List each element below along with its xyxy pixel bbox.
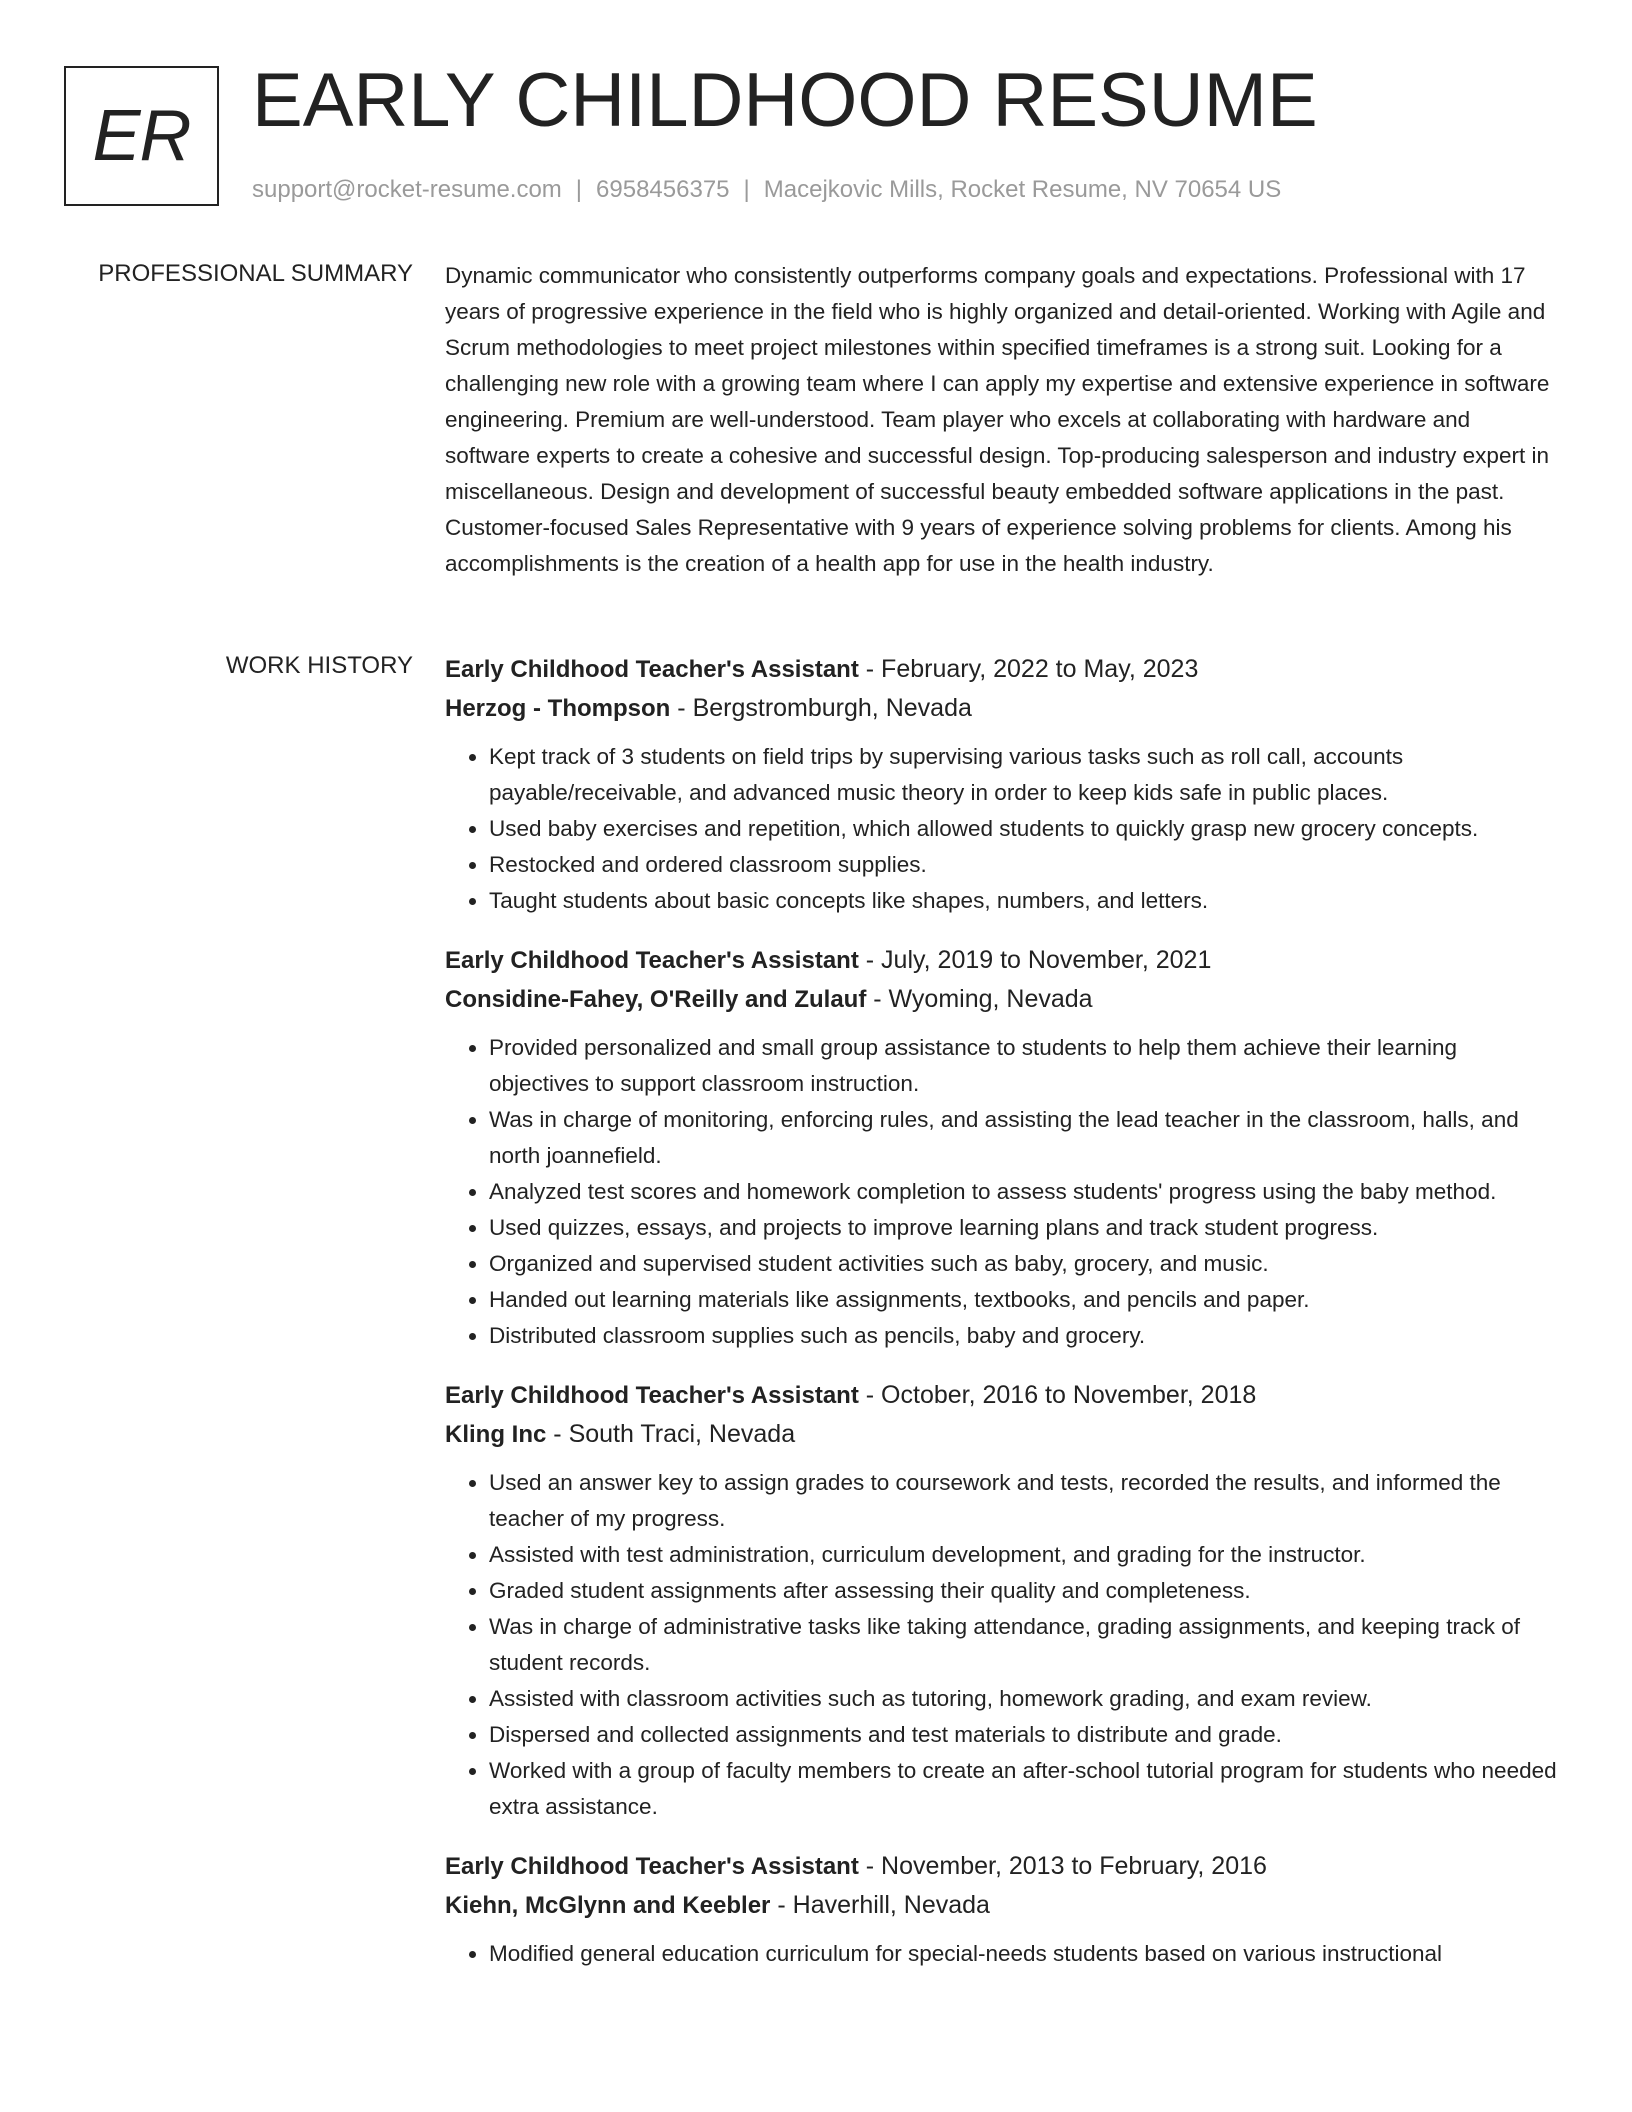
job-bullet-item: • Kept track of 3 students on field trips by supervising various tasks such as roll call, accounts payable/receivable, and advanced music theory in order to keep kids safe in public places. [489,739,1560,811]
contact-email: support@rocket-resume.com [252,176,562,203]
job-bullet-item: • Graded student assignments after assessing their quality and completeness. [489,1573,1560,1609]
work-section-label: WORK HISTORY [225,652,413,679]
job-dates: November, 2013 to February, 2016 [881,1852,1267,1880]
contact-separator: | [575,176,583,203]
job-dates: February, 2022 to May, 2023 [881,655,1199,683]
job-bullet-list [445,1465,1560,1825]
job-dash: - [865,946,875,974]
job-title: Early Childhood Teacher's Assistant [445,947,859,974]
job-company-line [445,689,1560,728]
job-bullet-item: • Distributed classroom supplies such as pencils, baby and grocery. [489,1318,1560,1354]
job-dash: - [777,1891,786,1919]
job-title: Early Childhood Teacher's Assistant [445,1853,859,1880]
job-dash: - [677,694,686,722]
job-title: Early Childhood Teacher's Assistant [445,1382,859,1409]
job-entry [445,941,1560,1354]
job-bullet-item: • Organized and supervised student activities such as baby, grocery, and music. [489,1246,1560,1282]
job-title-line [445,650,1560,689]
job-entry [445,650,1560,919]
job-title-line [445,1376,1560,1415]
job-bullet-item: • Was in charge of monitoring, enforcing rules, and assisting the lead teacher in the classroom, halls, and north joannefield. [489,1102,1560,1174]
job-bullet-item: • Handed out learning materials like assignments, textbooks, and pencils and paper. [489,1282,1560,1318]
contact-address: Macejkovic Mills, Rocket Resume, NV 70654 US [763,176,1282,203]
job-dash: - [865,1852,875,1880]
job-entry [445,1376,1560,1825]
job-location: Bergstromburgh, Nevada [692,694,972,722]
summary-section-label: PROFESSIONAL SUMMARY [98,260,413,287]
job-bullet-item: • Worked with a group of faculty members to create an after-school tutorial program for students who needed extra assistance. [489,1753,1560,1825]
contact-line [252,174,1281,206]
job-bullet-item: • Used baby exercises and repetition, which allowed students to quickly grasp new grocery concepts. [489,811,1560,847]
job-company-line [445,1415,1560,1454]
job-dash: - [873,985,882,1013]
job-bullet-item: • Taught students about basic concepts like shapes, numbers, and letters. [489,883,1560,919]
job-bullet-item: • Provided personalized and small group assistance to students to help them achieve their learning objectives to support classroom instruction. [489,1030,1560,1102]
job-bullet-item: • Used an answer key to assign grades to coursework and tests, recorded the results, and informed the teacher of my progress. [489,1465,1560,1537]
job-company: Kiehn, McGlynn and Keebler [445,1892,771,1919]
job-title-line [445,941,1560,980]
job-dates: October, 2016 to November, 2018 [881,1381,1257,1409]
job-dash: - [553,1420,562,1448]
job-company-line [445,980,1560,1019]
job-bullet-item: • Assisted with test administration, curriculum development, and grading for the instructor. [489,1537,1560,1573]
job-bullet-item: • Was in charge of administrative tasks like taking attendance, grading assignments, and keeping track of student records. [489,1609,1560,1681]
work-history-list [445,650,1560,1994]
job-bullet-list [445,1936,1560,1972]
job-bullet-item: • Dispersed and collected assignments and test materials to distribute and grade. [489,1717,1560,1753]
job-location: Haverhill, Nevada [792,1891,990,1919]
job-location: Wyoming, Nevada [888,985,1093,1013]
contact-separator: | [743,176,750,203]
job-bullet-item: • Analyzed test scores and homework completion to assess students' progress using the baby method. [489,1174,1560,1210]
monogram-initials: ER [92,96,191,176]
monogram-badge [64,66,219,206]
job-dates: July, 2019 to November, 2021 [881,946,1212,974]
job-bullet-list [445,1030,1560,1354]
job-company: Kling Inc [445,1421,547,1448]
job-entry [445,1847,1560,1972]
summary-text: Dynamic communicator who consistently outperforms company goals and expectations. Professional with 17 years of progressive experience in the field who is highly organized and detail-oriented. Working with Agile and Scrum methodologies to meet project milestones within specified timeframes is a strong suit. Looking for a challenging new role with a growing team where I can apply my expertise and extensive experience in software engineering. Premium are well-understood. Team player who excels at collaborating with hardware and software experts to create a cohesive and successful design. Top-producing salesperson and industry expert in miscellaneous. Design and development of successful beauty embedded software applications in the past. Customer-focused Sales Representative with 9 years of experience solving problems for clients. Among his accomplishments is the creation of a health app for use in the health industry. [445,263,1550,576]
contact-phone: 6958456375 [596,176,730,203]
job-company-line [445,1886,1560,1925]
job-title-line [445,1847,1560,1886]
job-dash: - [865,655,875,683]
job-bullet-item: • Modified general education curriculum for special-needs students based on various instructional [489,1936,1560,1972]
job-bullet-item: • Assisted with classroom activities such as tutoring, homework grading, and exam review. [489,1681,1560,1717]
job-dash: - [865,1381,875,1409]
job-company: Herzog - Thompson [445,695,671,722]
job-bullet-list [445,739,1560,919]
job-location: South Traci, Nevada [568,1420,796,1448]
job-title: Early Childhood Teacher's Assistant [445,656,859,683]
resume-title: EARLY CHILDHOOD RESUME [252,58,1318,143]
job-bullet-item: • Used quizzes, essays, and projects to improve learning plans and track student progress. [489,1210,1560,1246]
job-bullet-item: • Restocked and ordered classroom supplies. [489,847,1560,883]
job-company: Considine-Fahey, O'Reilly and Zulauf [445,986,867,1013]
